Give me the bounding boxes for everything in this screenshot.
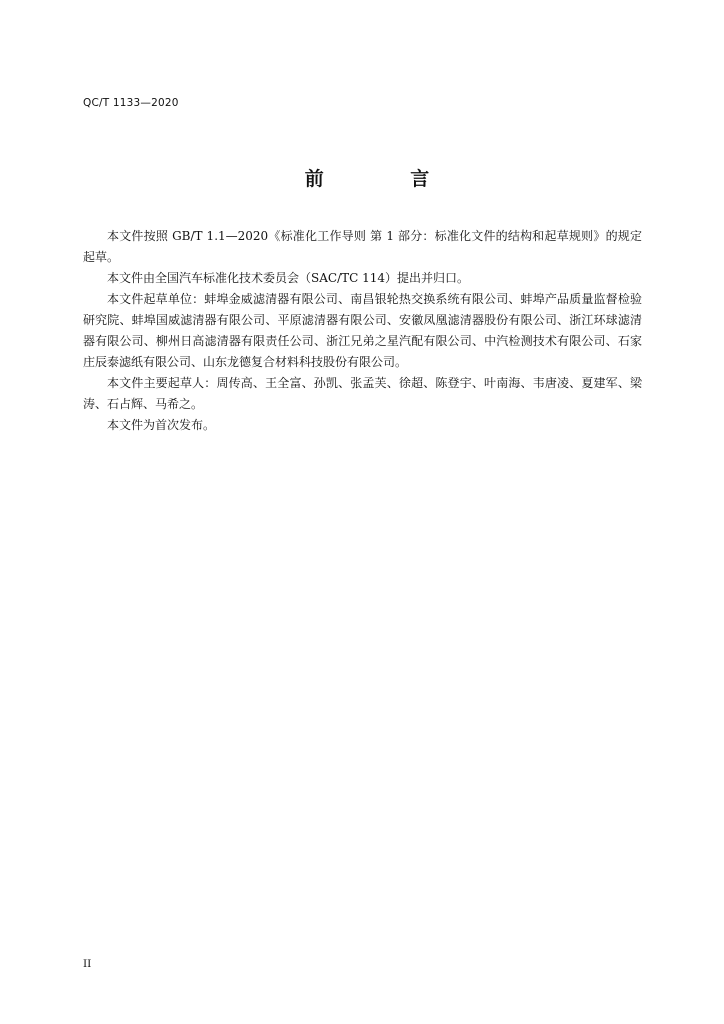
paragraph-drafting-units: 本文件起草单位：蚌埠金威滤清器有限公司、南昌银轮热交换系统有限公司、蚌埠产品质量监督检验研究院、蚌埠国威滤清器有限公司、平原滤清器有限公司、安徽凤凰滤清器股份有限公司、浙江环球滤清器有限公司、柳州日高滤清器有限责任公司、浙江兄弟之星汽配有限公司、中汽检测技术有限公司、石家庄辰泰滤纸有限公司、山东龙德复合材料科技股份有限公司。 [83,292,642,369]
paragraph-proposer: 本文件由全国汽车标准化技术委员会（SAC/TC 114）提出并归口。 [107,271,470,285]
page-number: II [83,958,92,970]
paragraph-drafters: 本文件主要起草人：周传高、王全富、孙凯、张孟芙、徐超、陈登宇、叶南海、韦唐凌、夏建军、梁涛、石占辉、马希之。 [83,376,642,411]
document-body [83,226,642,436]
paragraph-first-release: 本文件为首次发布。 [107,418,216,432]
standard-code: QC/T 1133—2020 [83,97,179,109]
page-title: 前 言 [304,168,470,190]
paragraph-drafting-rules: 本文件按照 GB/T 1.1—2020《标准化工作导则 第 1 部分：标准化文件的结构和起草规则》的规定起草。 [83,229,642,264]
